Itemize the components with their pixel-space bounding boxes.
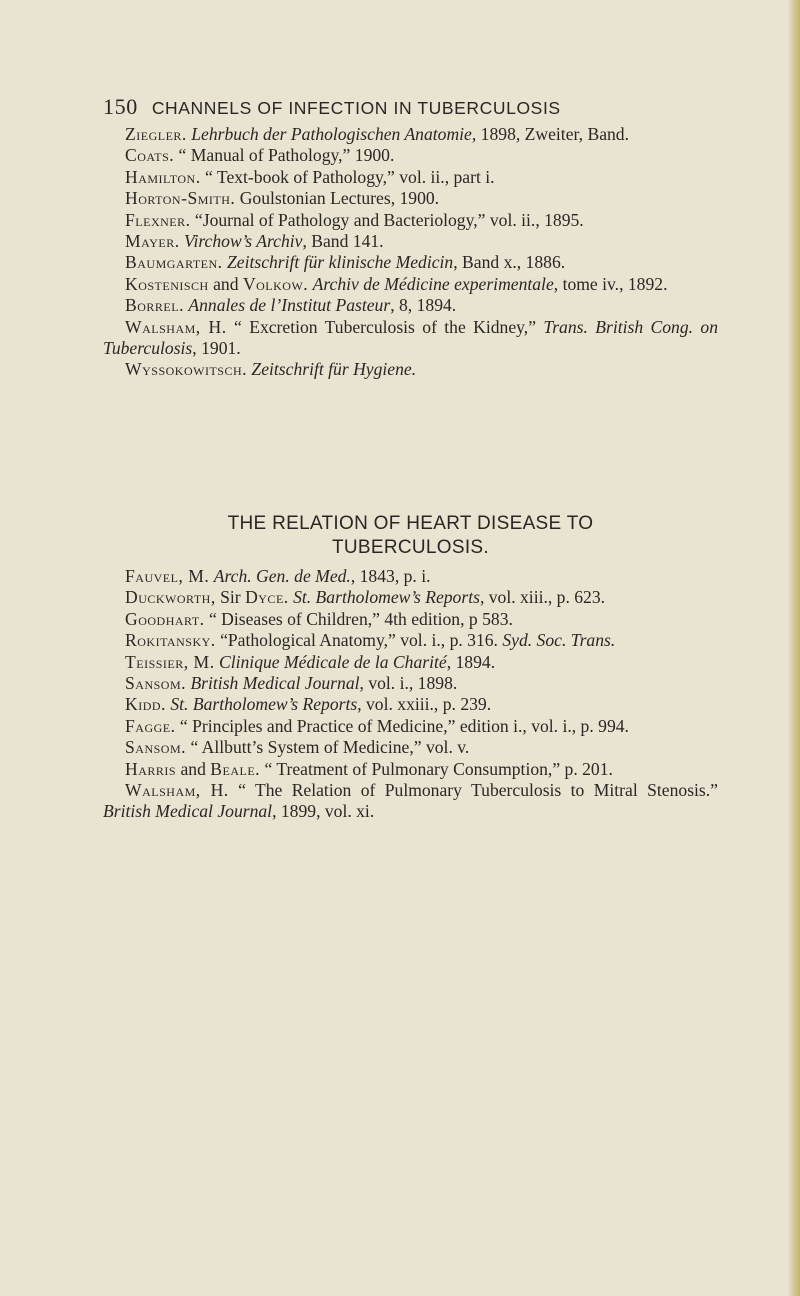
reference-entry (103, 566, 718, 587)
reference-text: , 1901. (192, 338, 241, 359)
reference-title-italic: British Medical Journal (103, 801, 273, 822)
reference-title-italic: St. Bartholomew’s Reports (293, 587, 480, 608)
reference-entry (103, 609, 718, 630)
reference-title-italic: St. Bartholomew’s Reports (170, 694, 358, 715)
reference-text: , 1898, Zweiter, Band. (471, 124, 629, 144)
page-edge (788, 0, 800, 1296)
reference-entry (103, 652, 718, 673)
reference-author: Horton-Smith. (125, 188, 236, 209)
reference-author: Duckworth, (125, 587, 216, 608)
reference-title-italic: Syd. Soc. Trans. (502, 630, 616, 651)
reference-author: Baumgarten. (125, 252, 223, 273)
reference-text: , 8, 1894. (390, 295, 457, 316)
reference-author: Ziegler. (125, 124, 187, 144)
reference-list-heart (103, 566, 718, 823)
reference-text: “ Treatment of Pulmonary Consumption,” p. 201. (260, 758, 613, 779)
reference-text: , 1894. (446, 651, 496, 672)
reference-text: , vol. xxiii., p. 239. (357, 694, 492, 715)
reference-entry (103, 210, 718, 231)
reference-author: Flexner. (125, 209, 191, 230)
reference-author: Kostenisch (125, 273, 209, 294)
reference-title-italic: Lehrbuch der Pathologischen Anatomie (191, 124, 472, 144)
reference-text: , 1843, p. i. (350, 566, 431, 586)
reference-title-italic: Zeitschrift für Hygiene. (251, 359, 417, 380)
reference-text: “ Excretion Tuberculosis of the Kidney,” (234, 316, 544, 337)
reference-entry (103, 673, 718, 694)
reference-author: Harris (125, 758, 177, 779)
reference-entry (103, 252, 718, 273)
reference-text: “ Allbutt’s System of Medicine,” vol. v. (190, 737, 470, 758)
reference-entry (103, 737, 718, 758)
reference-entry (103, 124, 718, 145)
reference-author: Wyssokowitsch. (125, 359, 248, 380)
section-heading-line-1: THE RELATION OF HEART DISEASE TO (227, 513, 594, 534)
reference-title-italic: British Medical Journal (190, 673, 360, 694)
reference-title-italic: Trans. British Cong. on Tuberculosis (103, 316, 719, 359)
reference-text: Volkow. (242, 273, 309, 294)
reference-text: , vol. xiii., p. 623. (479, 587, 606, 608)
reference-entry (103, 231, 718, 252)
reference-title-italic: Annales de l’Institut Pasteur (188, 295, 391, 316)
reference-text: Sir (220, 587, 246, 608)
reference-author: Fagge. (125, 715, 176, 736)
reference-text: , Band x., 1886. (453, 252, 566, 273)
reference-text: “ The Relation of Pulmonary Tuberculosis to Mitral Stenosis.” (238, 780, 718, 801)
page-number: 150 (103, 94, 138, 119)
reference-author: Rokitansky. (125, 630, 216, 651)
reference-author: Sansom. (125, 673, 187, 694)
reference-text: , 1899, vol. xi. (272, 801, 375, 822)
reference-entry (103, 167, 718, 188)
reference-title-italic: Zeitschrift für klinische Medicin (226, 252, 454, 273)
reference-title-italic: Virchow’s Archiv (184, 231, 303, 252)
reference-text: “ Manual of Pathology,” 1900. (178, 145, 395, 166)
reference-author: Walsham, H. (125, 780, 229, 801)
reference-text: , vol. i., 1898. (359, 673, 458, 694)
reference-entry (103, 630, 718, 651)
reference-list-kidney (103, 124, 718, 381)
reference-title-italic: Archiv de Médicine experimentale (312, 273, 554, 294)
reference-entry (103, 359, 718, 380)
reference-entry (103, 274, 718, 295)
reference-title-italic: Clinique Médicale de la Charité (219, 651, 447, 672)
reference-entry (103, 317, 718, 360)
reference-entry (103, 188, 718, 209)
running-title: CHANNELS OF INFECTION IN TUBERCULOSIS (151, 98, 561, 118)
section-heading (103, 512, 718, 560)
reference-author: Hamilton. (125, 166, 201, 187)
reference-entry (103, 759, 718, 780)
reference-text: , Band 141. (302, 231, 384, 252)
reference-author: Goodhart. (125, 608, 205, 629)
reference-entry (103, 295, 718, 316)
reference-title-italic: Arch. Gen. de Med. (213, 566, 351, 586)
reference-author: Fauvel, M. (125, 566, 210, 586)
reference-author: Sansom. (125, 737, 187, 758)
reference-author: Teissier, M. (125, 651, 215, 672)
reference-entry (103, 587, 718, 608)
reference-entry (103, 716, 718, 737)
reference-entry (103, 145, 718, 166)
reference-text: “Journal of Pathology and Bacteriology,” vol. ii., 1895. (194, 209, 584, 230)
reference-text: and (180, 758, 211, 779)
reference-author: Coats. (125, 145, 175, 166)
reference-author: Walsham, H. (125, 316, 227, 337)
reference-text: “ Diseases of Children,” 4th edition, p 583. (208, 608, 513, 629)
reference-text: Beale. (210, 758, 261, 779)
section-heading-line-2: TUBERCULOSIS. (332, 537, 489, 558)
reference-author: Borrel. (125, 295, 184, 316)
reference-author: Kidd. (125, 694, 166, 715)
reference-text: Dyce. (245, 587, 289, 608)
reference-entry (103, 694, 718, 715)
reference-text: , tome iv., 1892. (553, 273, 668, 294)
reference-entry (103, 780, 718, 823)
reference-text: and (213, 273, 243, 294)
reference-text: “Pathological Anatomy,” vol. i., p. 316. (220, 630, 503, 651)
running-header (103, 94, 663, 120)
reference-text: “ Text-book of Pathology,” vol. ii., part i. (205, 166, 495, 187)
reference-text: “ Principles and Practice of Medicine,” edition i., vol. i., p. 994. (179, 715, 629, 736)
reference-text: Goulstonian Lectures, 1900. (239, 188, 440, 209)
reference-author: Mayer. (125, 231, 180, 252)
